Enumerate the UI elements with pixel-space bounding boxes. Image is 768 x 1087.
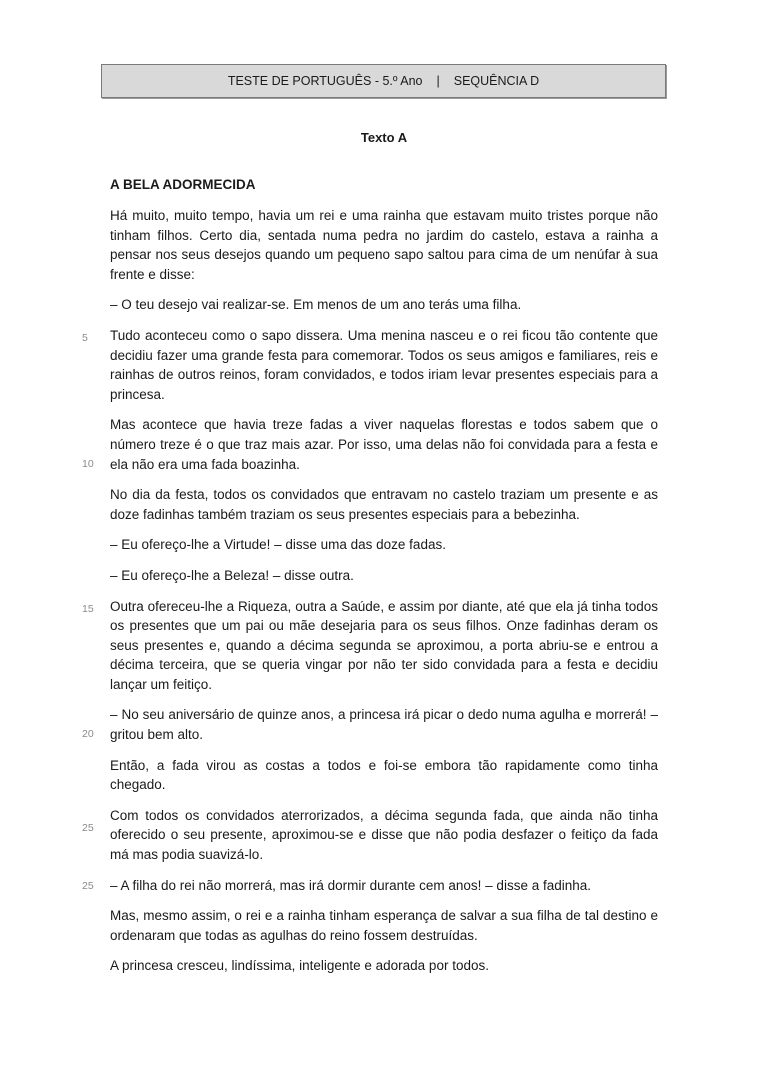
line-number: 10 — [82, 458, 94, 470]
line-number: 20 — [82, 728, 94, 740]
paragraph: Outra ofereceu-lhe a Riqueza, outra a Saúde, e assim por diante, até que ela já tinha todos os presentes que um pai ou mãe desejaria para os seus filhos. Onze fadinhas deram os seus presentes e, quando a décima segunda se aproximou, a porta abriu-se e entrou a décima terceira, que se queria vingar por não ter sido convidada para a festa e decidiu lançar um feitiço. — [110, 598, 658, 692]
document-header — [101, 64, 666, 98]
paragraph: – A filha do rei não morrerá, mas irá dormir durante cem anos! – disse a fadinha. — [110, 877, 591, 893]
paragraph: Então, a fada virou as costas a todos e foi-se embora tão rapidamente como tinha chegado. — [110, 757, 658, 793]
paragraph: Há muito, muito tempo, havia um rei e uma rainha que estavam muito tristes porque não tinham filhos. Certo dia, sentada numa pedra no jardim do castelo, estava a rainha a pensar nos seus desejos quando um pequeno sapo saltou para cima de um nenúfar à sua frente e disse: — [110, 208, 658, 282]
paragraph: – No seu aniversário de quinze anos, a princesa irá picar o dedo numa agulha e morrerá! – gritou bem alto. — [110, 707, 658, 743]
section-label-text: Texto A — [360, 130, 408, 145]
header-sequence: SEQUÊNCIA D — [453, 74, 540, 88]
header-separator: | — [436, 74, 440, 88]
line-number: 25 — [82, 822, 94, 834]
paragraph: No dia da festa, todos os convidados que entravam no castelo traziam um presente e as doze fadinhas também traziam os seus presentes especiais para a bebezinha. — [110, 487, 658, 522]
paragraph: – Eu ofereço-lhe a Virtude! – disse uma das doze fadas. — [110, 537, 446, 553]
paragraph: Mas, mesmo assim, o rei e a rainha tinham esperança de salvar a sua filha de tal destino e ordenaram que todas as agulhas do reino fossem destruídas. — [110, 908, 658, 943]
paragraph: – Eu ofereço-lhe a Beleza! – disse outra. — [110, 567, 354, 583]
story-body — [110, 206, 658, 987]
line-number: 25 — [82, 880, 94, 892]
paragraph: – O teu desejo vai realizar-se. Em menos de um ano terás uma filha. — [110, 297, 522, 313]
paragraph: Com todos os convidados aterrorizados, a décima segunda fada, que ainda não tinha oferecido o seu presente, aproximou-se e disse que não podia desfazer o feitiço da fada má mas podia suavizá-lo. — [110, 807, 658, 863]
paragraph: A princesa cresceu, lindíssima, inteligente e adorada por todos. — [110, 958, 489, 974]
line-number: 15 — [82, 603, 94, 615]
story-title: A BELA ADORMECIDA — [110, 177, 256, 192]
header-test-title: TESTE DE PORTUGUÊS - 5.º Ano — [227, 74, 423, 88]
paragraph: Tudo aconteceu como o sapo dissera. Uma menina nasceu e o rei ficou tão contente que decidiu fazer uma grande festa para comemorar. Todos os seus amigos e familiares, reis e rainhas de outros reinos, foram convidados, e todos iriam levar presentes especiais para a princesa. — [110, 327, 658, 402]
section-label — [0, 130, 768, 145]
line-number: 5 — [82, 332, 88, 344]
paragraph: Mas acontece que havia treze fadas a viver naquelas florestas e todos sabem que o número treze é o que traz mais azar. Por isso, uma delas não foi convidada para a festa e ela não era uma fada boazinha. — [110, 417, 658, 472]
